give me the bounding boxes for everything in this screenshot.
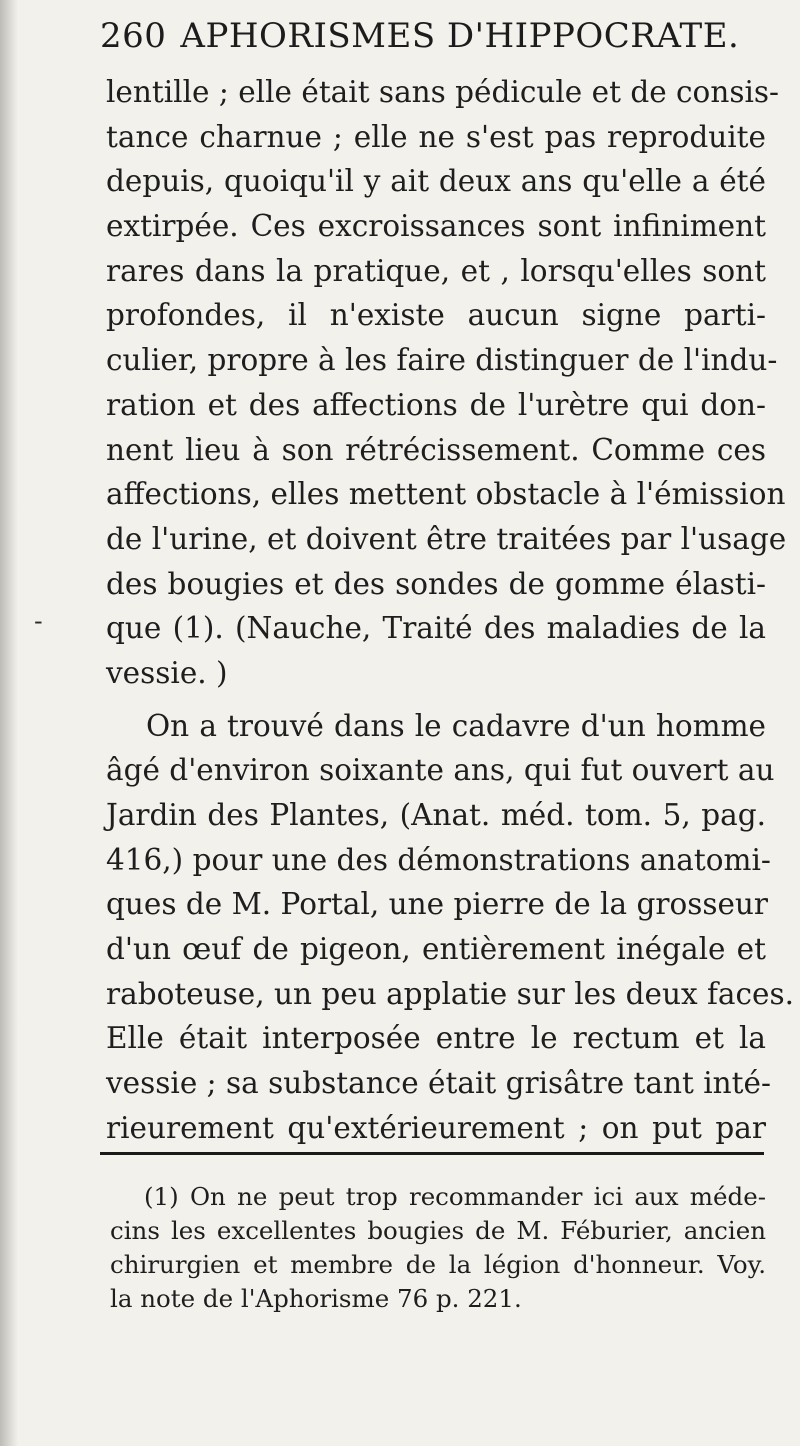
text-line: vessie ; sa substance était grisâtre tant inté- xyxy=(106,1066,771,1101)
text-line: ques de M. Portal, une pierre de la grosseur xyxy=(106,887,769,922)
page-gutter-shadow xyxy=(0,0,18,1446)
text-line: 416,) pour une des démonstrations anatomi- xyxy=(106,842,771,877)
text-line: des bougies et des sondes de gomme élasti- xyxy=(106,566,766,601)
page-number: 260 xyxy=(100,16,167,56)
text-line: depuis, quoiqu'il y ait deux ans qu'elle a été xyxy=(106,164,766,199)
text-line: rieurement qu'extérieurement ; on put par xyxy=(106,1110,766,1145)
text-line: nent lieu à son rétrécissement. Comme ces xyxy=(106,432,766,467)
text-line: âgé d'environ soixante ans, qui fut ouvert au xyxy=(106,753,775,788)
text-line: vessie. ) xyxy=(106,655,228,690)
text-line: d'un œuf de pigeon, entièrement inégale et xyxy=(106,932,766,967)
text-line: raboteuse, un peu applatie sur les deux faces. xyxy=(106,976,794,1011)
text-line: Elle était interposée entre le rectum et la xyxy=(106,1021,766,1056)
text-line: Jardin des Plantes, (Anat. méd. tom. 5, pag. xyxy=(106,798,766,832)
footnote xyxy=(110,1180,766,1316)
text-line: On a trouvé dans le cadavre d'un homme xyxy=(146,708,766,743)
text-line: que (1). (Nauche, Traité des maladies de la xyxy=(106,611,766,646)
text-line: de l'urine, et doivent être traitées par l'usage xyxy=(106,521,787,556)
text-line: tance charnue ; elle ne s'est pas reproduite xyxy=(106,119,766,154)
text-line: ration et des affections de l'urètre qui don- xyxy=(106,387,766,422)
margin-mark: - xyxy=(34,607,43,635)
text-line: profondes, il n'existe aucun signe parti- xyxy=(106,298,766,333)
running-header xyxy=(100,14,740,58)
footnote-line: cins les excellentes bougies de M. Féburier, ancien xyxy=(110,1216,766,1245)
body-text xyxy=(106,70,794,1151)
text-line: affections, elles mettent obstacle à l'émission xyxy=(106,477,786,512)
footnote-line: la note de l'Aphorisme 76 p. 221. xyxy=(110,1284,522,1313)
footnote-line: (1) On ne peut trop recommander ici aux méde- xyxy=(144,1182,766,1211)
paragraph-2 xyxy=(106,704,794,1151)
text-line: culier, propre à les faire distinguer de l'indu- xyxy=(106,343,778,378)
text-line: extirpée. Ces excroissances sont infiniment xyxy=(106,209,766,244)
text-line: lentille ; elle était sans pédicule et de consis- xyxy=(106,75,779,109)
paragraph-1 xyxy=(106,70,787,696)
footnote-line: chirurgien et membre de la légion d'honneur. Voy. xyxy=(110,1250,766,1279)
running-title: APHORISMES D'HIPPOCRATE. xyxy=(180,16,740,56)
footnote-rule xyxy=(100,1152,764,1155)
text-line: rares dans la pratique, et , lorsqu'elles sont xyxy=(106,253,766,288)
